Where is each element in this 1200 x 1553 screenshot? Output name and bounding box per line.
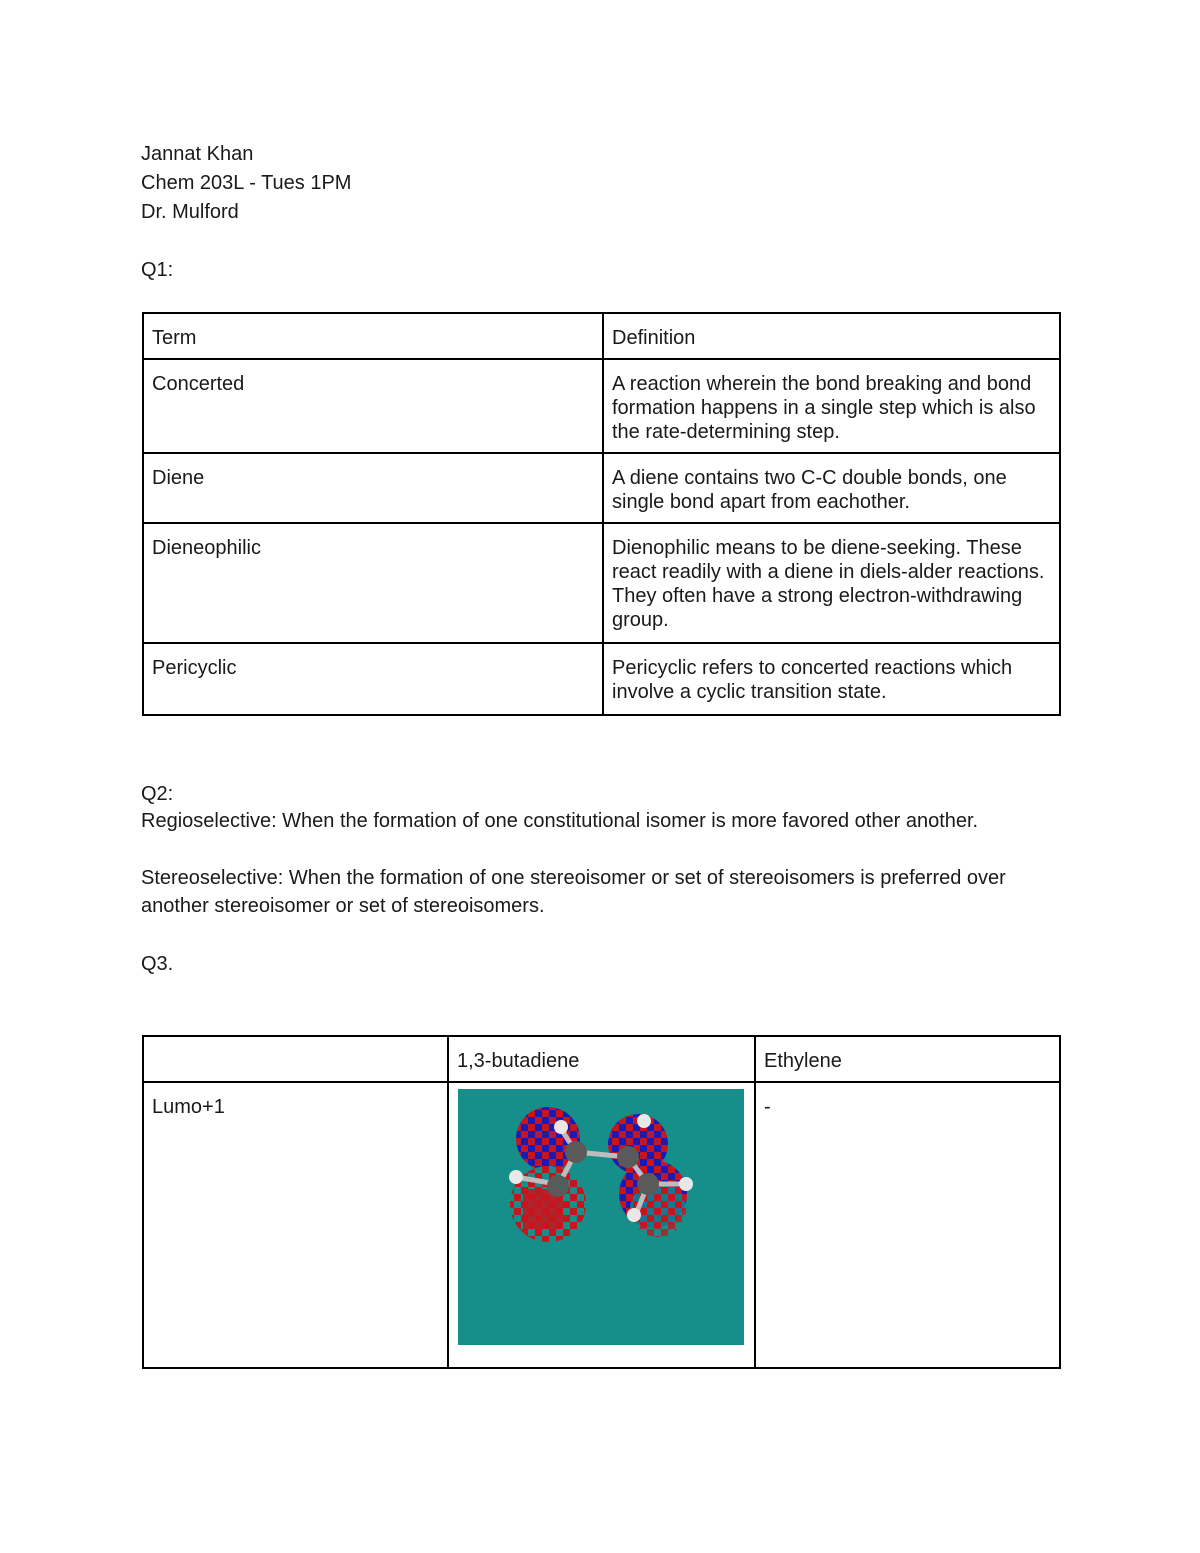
table-header-row	[143, 1036, 1060, 1082]
term-cell: Diene	[143, 453, 603, 523]
term-cell: Concerted	[143, 359, 603, 453]
stereoselective-definition: Stereoselective: When the formation of one stereoisomer or set of stereoisomers is preferred over another stereoisomer or set of stereoisomers.	[141, 867, 1006, 917]
term-cell: Dieneophilic	[143, 523, 603, 643]
table-row	[143, 643, 1060, 715]
instructor-name: Dr. Mulford	[141, 201, 239, 223]
row-label-lumo-plus-1: Lumo+1	[143, 1082, 448, 1368]
course-info: Chem 203L - Tues 1PM	[141, 172, 352, 194]
table-row	[143, 523, 1060, 643]
student-name: Jannat Khan	[141, 143, 254, 165]
terms-table	[142, 312, 1061, 716]
column-header-definition: Definition	[603, 313, 1060, 359]
column-header-butadiene: 1,3-butadiene	[448, 1036, 755, 1082]
term-cell: Pericyclic	[143, 643, 603, 715]
column-header-term: Term	[143, 313, 603, 359]
column-header-blank	[143, 1036, 448, 1082]
q1-label: Q1:	[141, 259, 174, 281]
definition-cell: Pericyclic refers to concerted reactions which involve a cyclic transition state.	[603, 643, 1060, 715]
table-header-row	[143, 313, 1060, 359]
definition-cell: A reaction wherein the bond breaking and bond formation happens in a single step which is also the rate-determining step.	[603, 359, 1060, 453]
butadiene-lumo-plus-1-orbital-image	[458, 1089, 744, 1345]
definition-cell: Dienophilic means to be diene-seeking. These react readily with a diene in diels-alder reactions. They often have a strong electron-withdrawing group.	[603, 523, 1060, 643]
definition-cell: A diene contains two C-C double bonds, one single bond apart from eachother.	[603, 453, 1060, 523]
q2-label: Q2:	[141, 783, 174, 805]
regioselective-definition: Regioselective: When the formation of one constitutional isomer is more favored other another.	[141, 810, 979, 832]
ethylene-orbital-cell: -	[755, 1082, 1060, 1368]
butadiene-orbital-cell	[448, 1082, 755, 1368]
orbitals-table	[142, 1035, 1061, 1369]
table-row	[143, 453, 1060, 523]
table-row	[143, 1082, 1060, 1368]
column-header-ethylene: Ethylene	[755, 1036, 1060, 1082]
q3-label: Q3.	[141, 953, 174, 975]
table-row	[143, 359, 1060, 453]
